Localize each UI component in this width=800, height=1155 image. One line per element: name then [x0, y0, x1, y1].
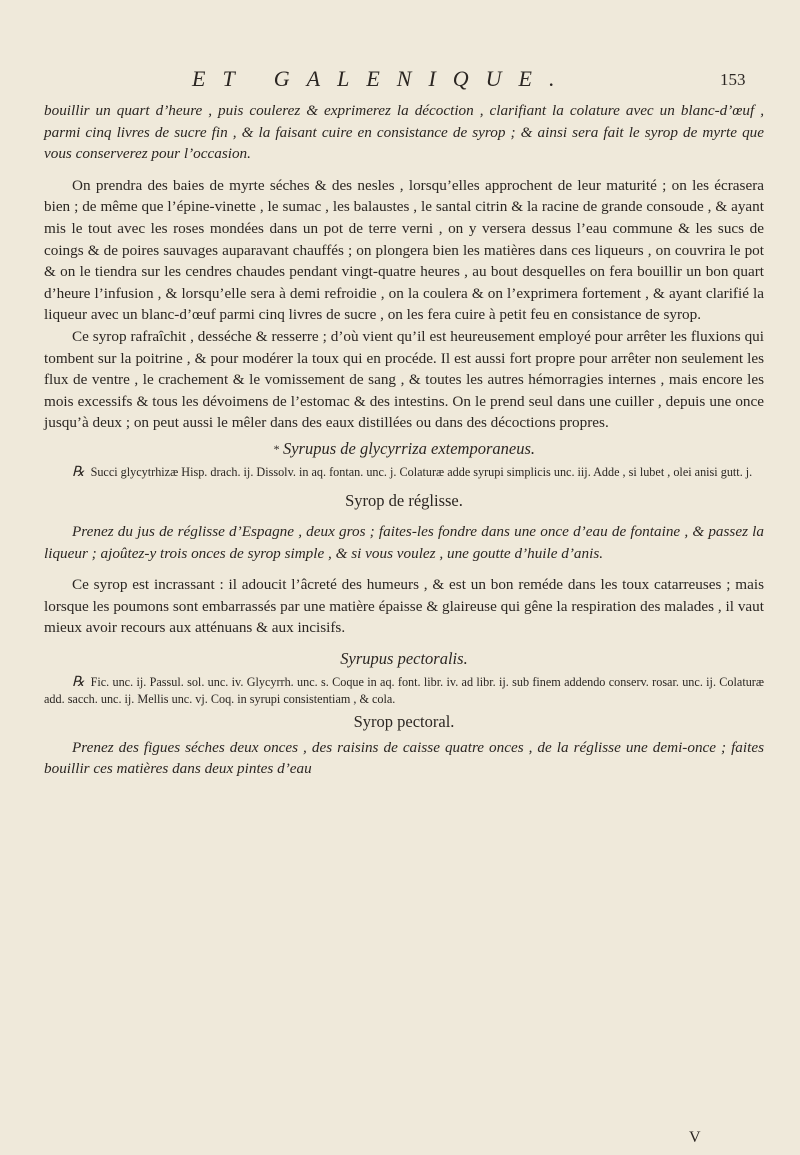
recipe-symbol-icon: ℞: [72, 674, 85, 690]
recipe-latin-body: Succi glycytrhizæ Hisp. drach. ij. Dissolv. in aq. fontan. unc. j. Colaturæ adde syrupi simplicis unc. iij. Adde , si lubet , olei anisi gutt. j.: [90, 464, 753, 479]
recipe-commentary: Ce syrop est incrassant : il adoucit l’âcreté des humeurs , & est un bon reméde dans les toux catarreuses ; mais lorsque les poumons sont embarrassés par une matière épaisse & glaireuse qui gêne la respiration des malades , il vaut mieux avoir recours aux atténuans & aux incisifs.: [44, 576, 764, 637]
recipe-french-title: Syrop de réglisse.: [345, 490, 463, 510]
recipe-instructions: Prenez des figues séches deux onces , des raisins de caisse quatre onces , de la réglisse une demi-once ; faites bouillir ces matières dans deux pintes d’eau: [44, 738, 764, 778]
recipe-latin-title: [44, 439, 764, 459]
signature-mark: V: [689, 1129, 701, 1146]
paragraph-preparation: On prendra des baies de myrte séches & des nesles , lorsqu’elles approchent de leur maturité ; on les écrasera bien ; de même que l’épine-vinette , le sumac , les balaustes , le santal citrin & la racine de grande consoude , & ayant mis le tout avec les roses mondées dans un pot de terre verni , on y versera dessus l’eau commune & les sucs de coings & de poires sauvages auparavant chauffés ; on plongera bien les matières dans ces liqueurs , on couvrira le pot & on le tiendra sur les cendres chaudes pendant vingt-quatre heures , au bout desquelles on fera bouillir un bon quart d’heure l’infusion , & lorsqu’elle sera à demi refroidie , on la coulera & on l’exprimera fortement , & ayant clarifié la liqueur avec un blanc-d’œuf parmi cinq livres de sucre , on les fera cuire à petit feu en consistance de syrop.: [44, 176, 764, 324]
recipe-latin-body: Fic. unc. ij. Passul. sol. unc. iv. Glycyrrh. unc. s. Coque in aq. font. libr. iv. ad libr. ij. sub finem addendo conserv. rosar. unc. ij. Colaturæ add. sacch. unc. ij. Mellis unc. vj. Coq. in syrupi consistentiam , & cola.: [44, 674, 764, 706]
recipe-latin-title-text: Syrupus de glycyrriza extemporaneus.: [282, 438, 536, 458]
paragraph-continuation: bouillir un quart d’heure , puis coulerez & exprimerez la décoction , clarifiant la colature avec un blanc-d’œuf , parmi cinq livres de sucre fin , & la faisant cuire en consistance de syrop ; & ainsi sera fait le syrop de myrte que vous conserverez pour l’occasion.: [44, 102, 764, 163]
page-header: [0, 66, 800, 92]
recipe-latin-title: Syrupus pectoralis.: [340, 648, 468, 668]
text-block: [44, 100, 764, 780]
recipe-symbol-icon: ℞: [72, 464, 85, 480]
recipe-instructions: Prenez du jus de réglisse d’Espagne , deux gros ; faites-les fondre dans une once d’eau de fontaine , & passez la liqueur ; ajoûtez-y trois onces de syrop simple , & si vous voulez , une goutte d’huile d’anis.: [44, 522, 764, 562]
recipe-french-title: Syrop pectoral.: [353, 711, 455, 731]
asterisk-mark: *: [272, 441, 279, 456]
page-number: 153: [720, 70, 746, 89]
paragraph-virtues: Ce syrop rafraîchit , desséche & resserre ; d’où vient qu’il est heureusement employé pour arrêter les fluxions qui tombent sur la poitrine , & pour modérer la toux qui en procéde. Il est aussi fort propre pour arrêter non seulement les flux de ventre , le crachement & le vomissement de sang , & toutes les autres hémorragies internes , mais encore les mois excessifs & tous les dévoimens de l’estomac & des intestins. On le prend seul dans une cuiller , depuis une once jusqu’à deux ; on peut aussi le mêler dans des eaux distillées ou dans des décoctions propres.: [44, 327, 764, 432]
recipe-latin-text: [44, 674, 764, 707]
running-title: ET GALENIQUE.: [192, 66, 572, 91]
recipe-latin-text: [44, 464, 764, 481]
